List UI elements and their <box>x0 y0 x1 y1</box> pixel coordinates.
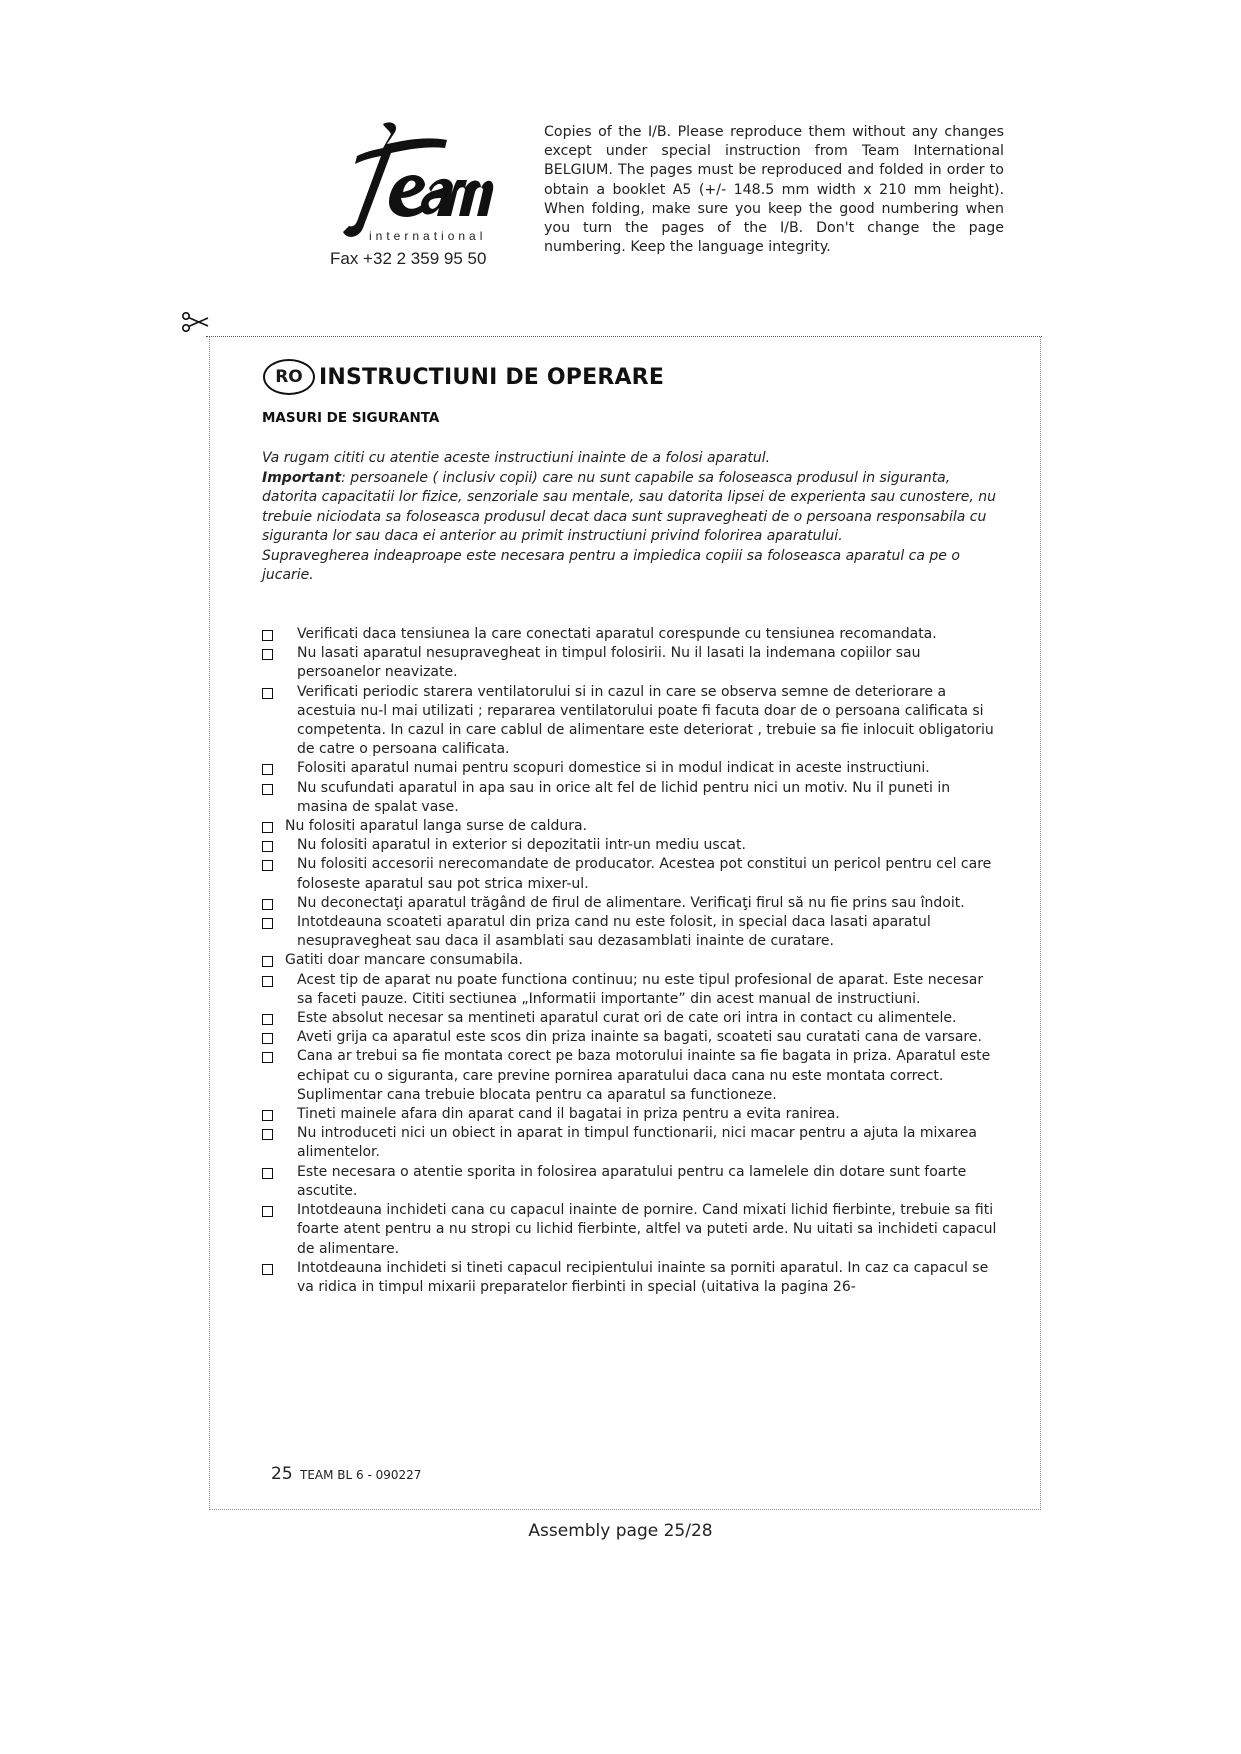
checkbox-bullet-icon <box>262 688 273 699</box>
main-title: INSTRUCTIUNI DE OPERARE <box>319 364 665 390</box>
checkbox-bullet-icon <box>262 1014 273 1025</box>
list-item: Verificati periodic starera ventilatorului si in cazul in care se observa semne de deteriorare a acestuia nu-l mai utilizati ; repararea ventilatorului poate fi facuta doar de o persoana calificata si competenta. In cazul in care cablul de alimentare este deteriorat , trebuie sa fie inlocuit obligatoriu de catre o persoana calificata. <box>262 683 1002 760</box>
checkbox-bullet-icon <box>262 630 273 641</box>
important-paragraph <box>262 469 1002 547</box>
list-item: Nu deconectaţi aparatul trăgând de firul de alimentare. Verificaţi firul să nu fie prins sau îndoit. <box>262 894 1002 913</box>
list-item: Intotdeauna scoateti aparatul din priza cand nu este folosit, in special daca lasati aparatul nesupravegheat sau daca il asamblati sau dezasamblati inainte de curatare. <box>262 913 1002 951</box>
checkbox-bullet-icon <box>262 822 273 833</box>
scissors-icon <box>181 311 209 333</box>
checkbox-bullet-icon <box>262 1052 273 1063</box>
checkbox-bullet-icon <box>262 1033 273 1044</box>
important-text: : persoanele ( inclusiv copii) care nu sunt capabile sa foloseasca produsul in siguranta, datorita capacitatii lor fizice, senzoriale sau mentale, sau datorita lipsei de experienta sau cunostere, nu trebuie niciodata sa foloseasca produsul decat daca sunt supravegheati de o persoana responsabila cu siguranta lor sau daca ei anterior au primit instructiuni privind folorirea aparatului. <box>262 469 997 544</box>
checkbox-bullet-icon <box>262 841 273 852</box>
list-item: Aveti grija ca aparatul este scos din priza inainte sa bagati, scoateti sau curatati cana de varsare. <box>262 1028 1002 1047</box>
checkbox-bullet-icon <box>262 1129 273 1140</box>
checkbox-bullet-icon <box>262 1264 273 1275</box>
language-badge: RO <box>263 359 315 395</box>
checkbox-bullet-icon <box>262 784 273 795</box>
list-item: Nu introduceti nici un obiect in aparat in timpul functionarii, nici macar pentru a ajuta la mixarea alimentelor. <box>262 1124 1002 1162</box>
assembly-page-label: Assembly page 25/28 <box>528 1521 713 1541</box>
checkbox-bullet-icon <box>262 976 273 987</box>
list-item: Nu folositi aparatul in exterior si depozitatii intr-un mediu uscat. <box>262 836 1002 855</box>
safety-list <box>262 625 1002 1297</box>
list-item: Nu scufundati aparatul in apa sau in orice alt fel de lichid pentru nici un motiv. Nu il puneti in masina de spalat vase. <box>262 779 1002 817</box>
intro-paragraph: Va rugam cititi cu atentie aceste instructiuni inainte de a folosi aparatul. <box>262 450 771 466</box>
list-item: Nu lasati aparatul nesupravegheat in timpul folosirii. Nu il lasati la indemana copiilor sau persoanelor neavizate. <box>262 644 1002 682</box>
checkbox-bullet-icon <box>262 1206 273 1217</box>
checkbox-bullet-icon <box>262 918 273 929</box>
page-title <box>263 356 664 398</box>
checkbox-bullet-icon <box>262 1110 273 1121</box>
important-label: Important <box>262 469 342 486</box>
list-item: Tineti mainele afara din aparat cand il bagatai in priza pentru a evita ranirea. <box>262 1105 1002 1124</box>
checkbox-bullet-icon <box>262 860 273 871</box>
list-item: Gatiti doar mancare consumabila. <box>262 951 1002 970</box>
fax-number: Fax +32 2 359 95 50 <box>330 249 487 268</box>
list-item: Cana ar trebui sa fie montata corect pe baza motorului inainte sa fie bagata in priza. Aparatul este echipat cu o siguranta, care previne pornirea aparatului daca cana nu este montata correct. Suplimentar cana trebuie blocata pentru ca aparatul sa functioneze. <box>262 1047 1002 1105</box>
section-heading: MASURI DE SIGURANTA <box>262 410 440 426</box>
list-item: Intotdeauna inchideti cana cu capacul inainte de pornire. Cand mixati lichid fierbinte, trebuie sa fiti foarte atent pentru a nu stropi cu lichid fierbinte, altfel va puteti arde. Nu uitati sa inchideti capacul de alimentare. <box>262 1201 1002 1259</box>
supervision-paragraph: Supravegherea indeaproape este necesara pentru a impiedica copiii sa foloseasca aparatul ca pe o jucarie. <box>262 547 960 583</box>
list-item: Nu folositi aparatul langa surse de caldura. <box>262 817 1002 836</box>
team-international-logo <box>325 118 495 253</box>
checkbox-bullet-icon <box>262 764 273 775</box>
reproduction-instructions: Copies of the I/B. Please reproduce them without any changes except under special instruction from Team International BELGIUM. The pages must be reproduced and folded in order to obtain a booklet A5 (+/- 148.5 mm width x 210 mm height). When folding, make sure you keep the good numbering when you turn the pages of the I/B. Don't change the page numbering. Keep the language integrity. <box>544 124 1004 256</box>
page-number: 25 <box>271 1464 293 1484</box>
list-item: Folositi aparatul numai pentru scopuri domestice si in modul indicat in aceste instructiuni. <box>262 759 1002 778</box>
logo-subtitle: international <box>369 229 487 243</box>
list-item: Este necesara o atentie sporita in folosirea aparatului pentru ca lamelele din dotare sunt foarte ascutite. <box>262 1163 1002 1201</box>
checkbox-bullet-icon <box>262 956 273 967</box>
list-item: Acest tip de aparat nu poate functiona continuu; nu este tipul profesional de aparat. Este necesar sa faceti pauze. Cititi sectiunea „Informatii importante” din acest manual de instructiuni. <box>262 971 1002 1009</box>
list-item: Intotdeauna inchideti si tineti capacul recipientului inainte sa porniti aparatul. In caz ca capacul se va ridica in timpul mixarii preparatelor fierbinti in special (uitativa la pagina 26- <box>262 1259 1002 1297</box>
team-logo-graphic <box>325 118 495 253</box>
checkbox-bullet-icon <box>262 1168 273 1179</box>
intro-text <box>262 449 1002 586</box>
model-code: TEAM BL 6 - 090227 <box>300 1468 422 1482</box>
list-item: Nu folositi accesorii nerecomandate de producator. Acestea pot constitui un pericol pentru cel care foloseste aparatul sau pot strica mixer-ul. <box>262 855 1002 893</box>
checkbox-bullet-icon <box>262 899 273 910</box>
list-item: Verificati daca tensiunea la care conectati aparatul corespunde cu tensiunea recomandata. <box>262 625 1002 644</box>
list-item: Este absolut necesar sa mentineti aparatul curat ori de cate ori intra in contact cu alimentele. <box>262 1009 1002 1028</box>
checkbox-bullet-icon <box>262 649 273 660</box>
